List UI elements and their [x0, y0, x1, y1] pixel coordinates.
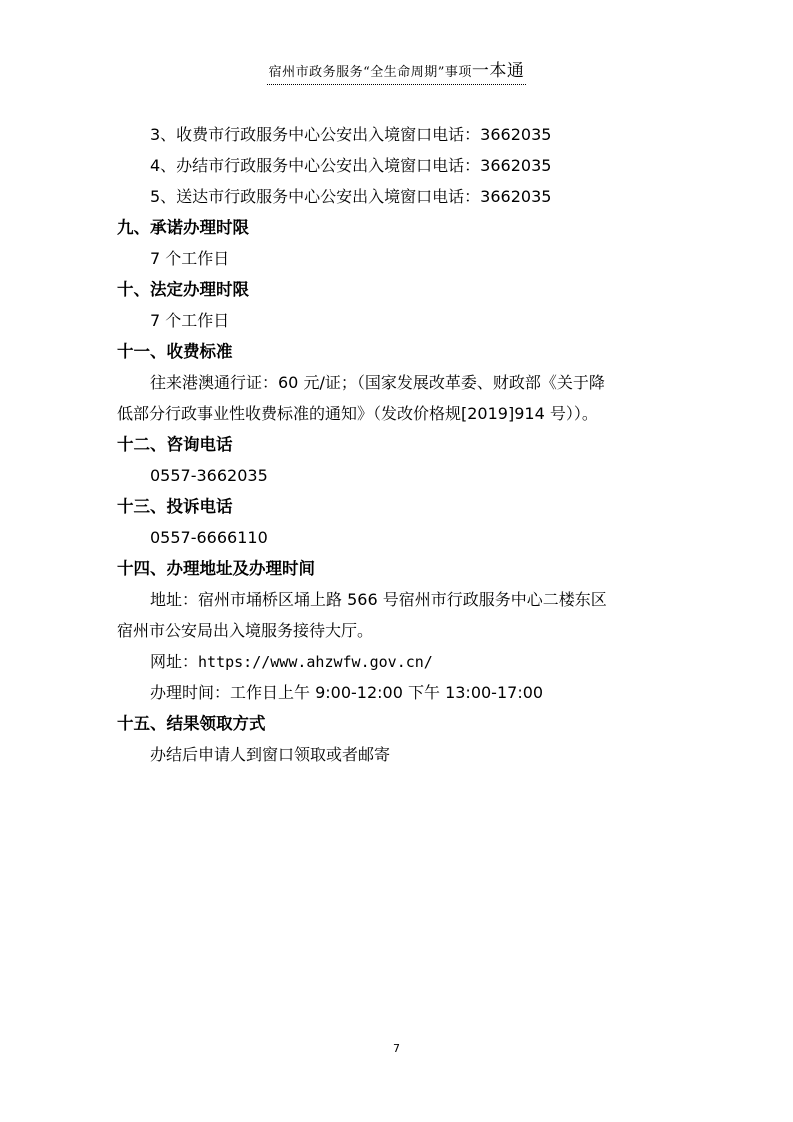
section-heading-fee: 十一、收费标准 — [117, 342, 233, 361]
header-title-tail: 一本通 — [471, 61, 525, 81]
complaint-phone: 0557-6666110 — [150, 528, 268, 547]
contact-item-charge: 3、收费市行政服务中心公安出入境窗口电话：3662035 — [150, 125, 552, 144]
section-heading-result: 十五、结果领取方式 — [117, 714, 266, 733]
page-header — [0, 56, 793, 85]
section-heading-complaint: 十三、投诉电话 — [117, 497, 233, 516]
contact-item-complete: 4、办结市行政服务中心公安出入境窗口电话：3662035 — [150, 156, 552, 175]
section-heading-legal-time: 十、法定办理时限 — [117, 280, 249, 299]
result-method: 办结后申请人到窗口领取或者邮寄 — [150, 745, 391, 764]
promise-time-value: 7 个工作日 — [150, 249, 230, 268]
page-number: 7 — [393, 1042, 400, 1055]
website-row — [117, 646, 687, 677]
section-heading-consult: 十二、咨询电话 — [117, 435, 233, 454]
website-label: 网址： — [150, 652, 199, 671]
address-line-1: 地址：宿州市埇桥区埇上路 566 号宿州市行政服务中心二楼东区 — [150, 590, 607, 609]
section-heading-address: 十四、办理地址及办理时间 — [117, 559, 315, 578]
section-heading-promise-time: 九、承诺办理时限 — [117, 218, 249, 237]
header-title — [267, 56, 527, 85]
consult-phone: 0557-3662035 — [150, 466, 268, 485]
legal-time-value: 7 个工作日 — [150, 311, 230, 330]
website-url: https://www.ahzwfw.gov.cn/ — [198, 653, 433, 671]
fee-text-line-1: 往来港澳通行证：60 元/证；（国家发展改革委、财政部《关于降 — [150, 373, 605, 392]
document-body — [117, 119, 687, 770]
fee-text-line-2: 低部分行政事业性收费标准的通知》（发改价格规[2019]914 号））。 — [117, 404, 598, 423]
header-title-main: 宿州市政务服务“全生命周期”事项 — [268, 65, 472, 80]
office-hours: 办理时间：工作日上午 9:00-12:00 下午 13:00-17:00 — [150, 683, 544, 702]
contact-item-deliver: 5、送达市行政服务中心公安出入境窗口电话：3662035 — [150, 187, 552, 206]
address-line-2: 宿州市公安局出入境服务接待大厅。 — [117, 621, 374, 640]
